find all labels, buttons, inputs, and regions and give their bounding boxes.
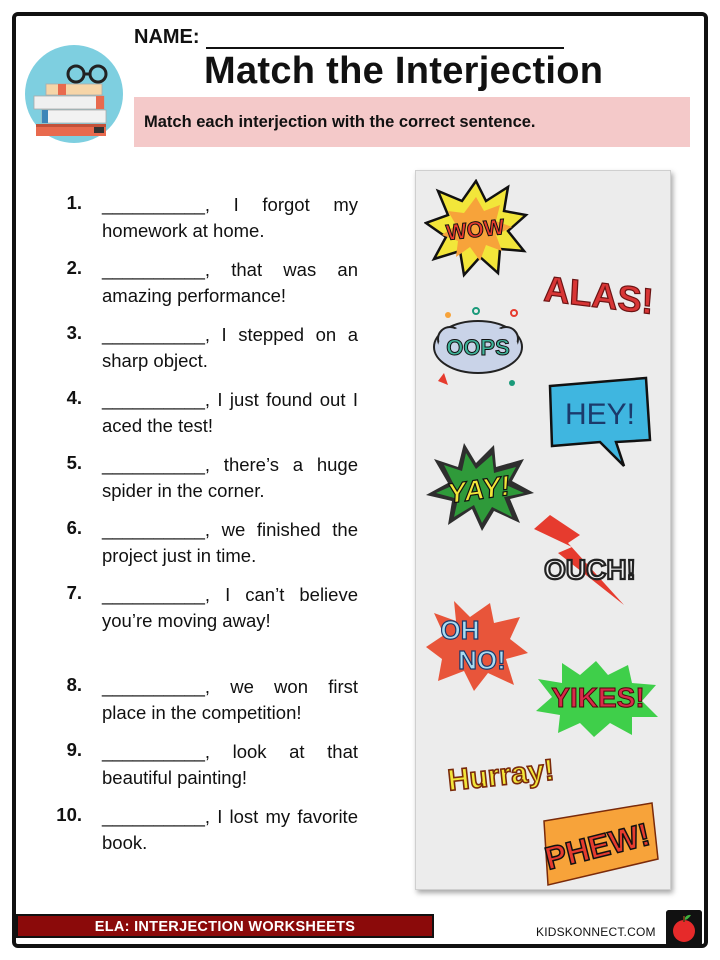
name-field: [134, 26, 564, 49]
oops-text: OOPS: [446, 335, 510, 360]
question-number: 5.: [66, 452, 82, 473]
ouch-sticker: [528, 513, 648, 609]
apple-logo-icon: [666, 910, 702, 946]
oh-no-text-line1: OH: [440, 615, 480, 645]
oh-no-sticker: [424, 599, 529, 691]
books-logo-icon: [24, 44, 124, 144]
yay-text: YAY!: [445, 469, 512, 510]
site-url: KIDSKONNECT.COM: [536, 925, 656, 939]
question-text: __________, I just found out I aced the test!: [102, 389, 358, 436]
question-number: 8.: [66, 674, 82, 695]
hurray-text: Hurray!: [446, 753, 556, 798]
oops-sticker: [428, 301, 528, 391]
question-number: 1.: [66, 192, 82, 213]
question-text: __________, I can’t believe you’re moving away!: [102, 584, 358, 631]
yikes-sticker: [532, 659, 660, 737]
question-text: __________, there’s a huge spider in the corner.: [102, 454, 358, 501]
wow-text: WOW: [444, 214, 506, 246]
phew-sticker: [534, 799, 666, 889]
question-text: __________, that was an amazing performance!: [102, 259, 358, 306]
question-number: 3.: [66, 322, 82, 343]
question-number: 6.: [66, 517, 82, 538]
ouch-text: OUCH!: [544, 554, 636, 585]
yay-sticker: [424, 439, 536, 534]
hurray-sticker: [430, 741, 580, 807]
question-text: __________, we finished the project just in time.: [102, 519, 358, 566]
alas-text: ALAS!: [542, 267, 655, 323]
question-text: __________, I stepped on a sharp object.: [102, 324, 358, 371]
name-label: NAME:: [134, 26, 200, 48]
alas-sticker: [536, 263, 661, 323]
hey-sticker: [546, 376, 656, 471]
question-number: 7.: [66, 582, 82, 603]
question-text: __________, I forgot my homework at home.: [102, 194, 358, 241]
instruction-bar: [134, 97, 690, 147]
yikes-text: YIKES!: [551, 682, 645, 713]
footer-label: ELA: INTERJECTION WORKSHEETS: [94, 919, 356, 935]
wow-sticker: [424, 179, 529, 279]
question-number: 9.: [66, 739, 82, 760]
instruction-text: Match each interjection with the correct sentence.: [144, 113, 536, 131]
question-text: __________, look at that beautiful painting!: [102, 741, 358, 788]
footer-bar: [16, 914, 434, 938]
phew-text: PHEW!: [541, 815, 654, 877]
oh-no-text-line2: NO!: [458, 645, 506, 675]
question-number: 4.: [66, 387, 82, 408]
question-number: 10.: [56, 804, 82, 825]
question-text: __________, we won first place in the competition!: [102, 676, 358, 723]
name-input-line[interactable]: [206, 29, 564, 49]
question-text: __________, I lost my favorite book.: [102, 806, 358, 853]
page-title: Match the Interjection: [204, 50, 604, 92]
question-number: 2.: [66, 257, 82, 278]
hey-text: HEY!: [564, 398, 636, 431]
interjection-sticker-panel: [415, 170, 671, 890]
